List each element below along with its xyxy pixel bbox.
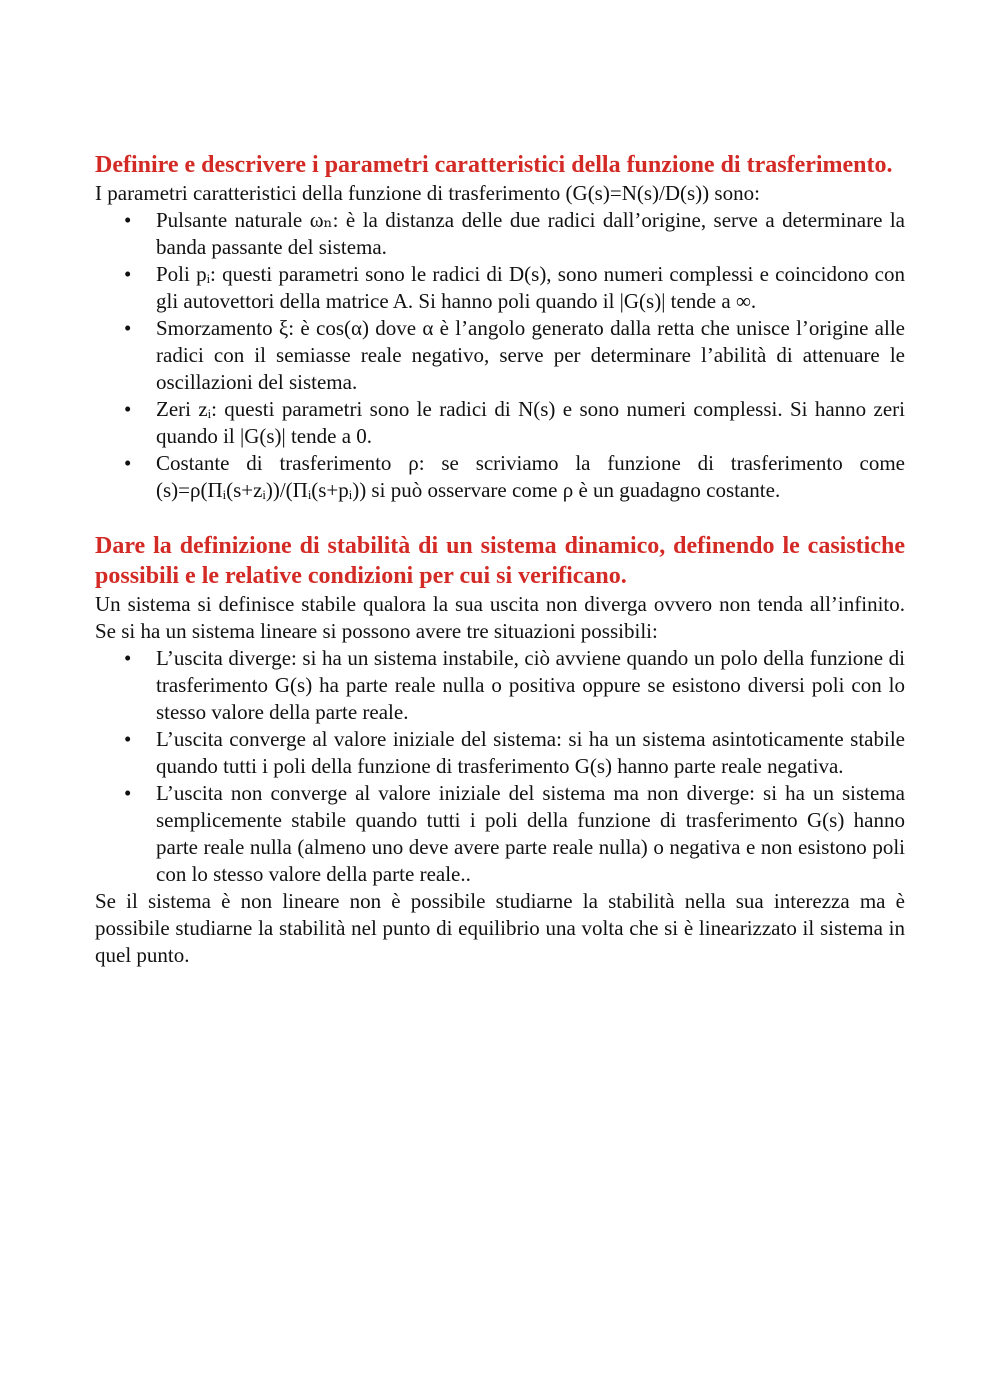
section1-list <box>95 207 905 504</box>
bullet-icon: • <box>124 262 132 286</box>
list-item-text: Smorzamento ξ: è cos(α) dove α è l’angolo generato dalla retta che unisce l’origine alle radici con il semiasse reale negativo, serve per determinare l’abilità di attenuare le oscillazioni del sistema. <box>156 316 905 394</box>
list-item <box>95 645 905 726</box>
bullet-icon: • <box>124 397 132 421</box>
section1-title: Definire e descrivere i parametri caratteristici della funzione di trasferimento. <box>95 152 893 178</box>
list-item-text: Zeri zᵢ: questi parametri sono le radici di N(s) e sono numeri complessi. Si hanno zeri quando il |G(s)| tende a 0. <box>156 397 905 448</box>
section1-intro: I parametri caratteristici della funzione di trasferimento (G(s)=N(s)/D(s)) sono: <box>95 181 760 205</box>
list-item-text: Pulsante naturale ωₙ: è la distanza delle due radici dall’origine, serve a determinare la banda passante del sistema. <box>156 208 905 259</box>
list-item <box>95 207 905 261</box>
section-spacer <box>95 504 905 531</box>
section2-intro: Un sistema si definisce stabile qualora la sua uscita non diverga ovvero non tenda all’infinito. Se si ha un sistema lineare si possono avere tre situazioni possibili: <box>95 592 905 643</box>
list-item <box>95 450 905 504</box>
list-item-text: L’uscita diverge: si ha un sistema instabile, ciò avviene quando un polo della funzione di trasferimento G(s) ha parte reale nulla o positiva oppure se esistono diversi poli con lo stesso valore della parte reale. <box>156 646 905 724</box>
section2-closing: Se il sistema è non lineare non è possibile studiarne la stabilità nella sua interezza ma è possibile studiarne la stabilità nel punto di equilibrio una volta che si è linearizzato il sistema in quel punto. <box>95 889 905 967</box>
list-item <box>95 726 905 780</box>
list-item <box>95 780 905 888</box>
list-item-text: Costante di trasferimento ρ: se scriviamo la funzione di trasferimento come (s)=ρ(Πᵢ(s+zᵢ))/(Πᵢ(s+pᵢ)) si può osservare come ρ è un guadagno costante. <box>156 451 905 502</box>
section2-title: Dare la definizione di stabilità di un sistema dinamico, definendo le casistiche possibili e le relative condizioni per cui si verificano. <box>95 533 905 589</box>
list-item <box>95 396 905 450</box>
bullet-icon: • <box>124 451 132 475</box>
section2-list <box>95 645 905 888</box>
bullet-icon: • <box>124 646 132 670</box>
list-item-text: L’uscita non converge al valore iniziale del sistema ma non diverge: si ha un sistema semplicemente stabile quando tutti i poli della funzione di trasferimento G(s) hanno parte reale nulla (almeno uno deve avere parte reale nulla) o negativa e non esistono poli con lo stesso valore della parte reale.. <box>156 781 905 886</box>
list-item-text: Poli pᵢ: questi parametri sono le radici di D(s), sono numeri complessi e coincidono con gli autovettori della matrice A. Si hanno poli quando il |G(s)| tende a ∞. <box>156 262 905 313</box>
list-item <box>95 315 905 396</box>
document-page <box>95 150 905 969</box>
bullet-icon: • <box>124 727 132 751</box>
list-item-text: L’uscita converge al valore iniziale del sistema: si ha un sistema asintoticamente stabile quando tutti i poli della funzione di trasferimento G(s) hanno parte reale negativa. <box>156 727 905 778</box>
list-item <box>95 261 905 315</box>
bullet-icon: • <box>124 208 132 232</box>
bullet-icon: • <box>124 316 132 340</box>
bullet-icon: • <box>124 781 132 805</box>
